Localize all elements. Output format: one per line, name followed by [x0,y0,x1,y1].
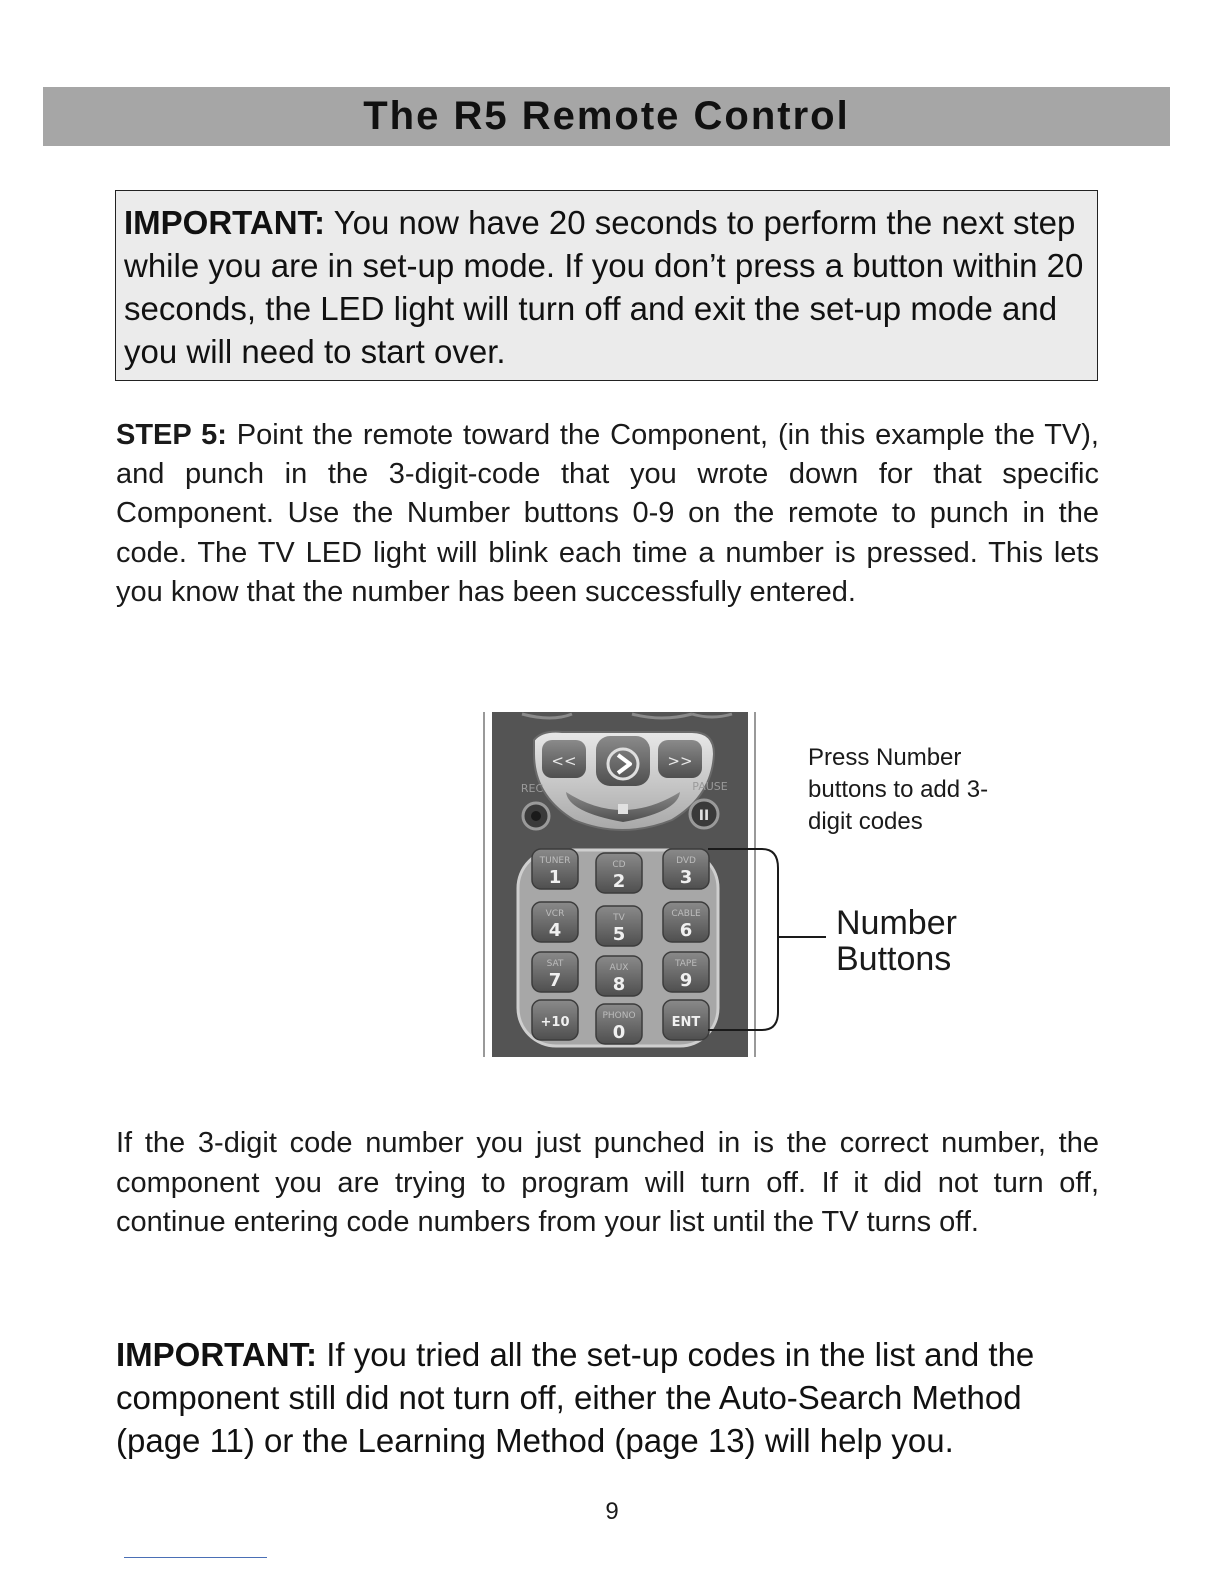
keypad-key-label: CABLE [671,909,701,919]
keypad-key-digit: 7 [548,970,562,991]
keypad-key-label: TUNER [539,856,571,866]
page-title: The R5 Remote Control [363,94,850,138]
step-5-paragraph [116,416,1099,612]
rec-icon [531,811,541,821]
keypad-key-label: AUX [609,963,629,973]
pause-icon: II [698,808,710,824]
pause-label: PAUSE [692,780,728,793]
important-label: IMPORTANT: [116,1336,318,1373]
keypad-key-digit: 8 [612,974,626,995]
keypad-key-label: PHONO [602,1011,636,1021]
notice-text: You now have 20 seconds to perform the next step while you are in set-up mode. If you don’t press a button within 20 seconds, the LED light will turn off and exit the set-up mode and you will need to start over. [124,204,1084,370]
important-paragraph [116,1333,1099,1462]
keypad-key-digit: 2 [612,871,626,892]
callout-number-buttons: Number Buttons [836,904,957,978]
important-text: If you tried all the set-up codes in the list and the component still did not turn off, either the Auto-Search Method (page 11) or the Learning Method (page 13) will help you. [116,1336,1035,1459]
keypad-key-digit: 6 [679,920,693,941]
keypad-key-digit: 3 [679,867,693,888]
keypad-key-digit: ENT [671,1015,701,1030]
step-5-label: STEP 5: [116,419,227,451]
keypad-key-label: SAT [546,959,564,969]
page-number: 9 [605,1498,619,1525]
keypad-key-label: TAPE [674,959,698,969]
important-notice-box [115,190,1098,381]
keypad-key-digit: +10 [540,1015,570,1030]
callout-small-text: Press Number buttons to add 3-digit codes [808,744,989,835]
forward-label: >> [667,752,693,770]
keypad-key-label: VCR [545,909,565,919]
keypad-key-label: TV [613,913,625,923]
rewind-label: << [551,752,577,770]
keypad-key-digit: 4 [548,920,562,941]
title-bar [43,87,1170,146]
notice-label: IMPORTANT: [124,204,326,241]
keypad-key-label: DVD [676,856,696,866]
keypad-key-digit: 5 [612,924,626,945]
footer-rule [124,1557,267,1558]
keypad-key-digit: 9 [679,970,693,991]
stop-icon [618,804,628,814]
keypad-key-label: CD [612,860,626,870]
keypad-key-digit: 0 [612,1022,626,1043]
step-5-text: Point the remote toward the Component, (in this example the TV), and punch in the 3-digit-code that you wrote down for that specific Component. Use the Number buttons 0-9 on the remote to punch in the code. The TV LED light will blink each time a number is pressed. This lets you know that the number has been successfully entered. [116,419,1099,608]
rec-label: REC [520,782,544,795]
result-paragraph: If the 3-digit code number you just punched in is the correct number, the component you are trying to program will turn off. If it did not turn off, continue entering code numbers from your list until the TV turns off. [116,1127,1099,1238]
keypad-key-digit: 1 [548,867,562,888]
